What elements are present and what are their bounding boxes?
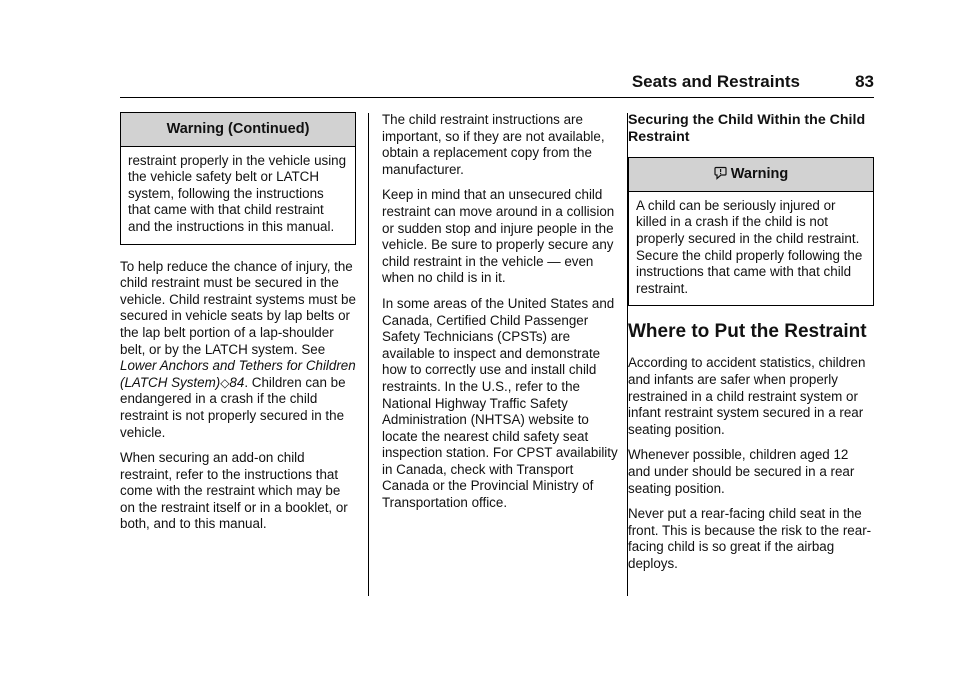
column-2 [382, 112, 618, 521]
header-rule [120, 97, 874, 98]
subheading: Securing the Child Within the Child Restraint [628, 112, 866, 145]
page-number: 83 [855, 72, 874, 91]
warning-body: restraint properly in the vehicle using the vehicle safety belt or LATCH system, following the instructions that came with that child restraint and the instructions in this manual. [128, 152, 347, 234]
column-1 [120, 112, 356, 542]
warning-body: A child can be seriously injured or killed in a crash if the child is not properly secured in the child restraint. Secure the child properly following the instructions that came with that child restraint. [636, 197, 863, 296]
warning-icon [714, 166, 727, 180]
paragraph [120, 259, 356, 442]
paragraph-text: . Children can be endangered in a crash if the child restraint is not properly secured in the vehicle. [120, 374, 346, 440]
paragraph: Keep in mind that an unsecured child restraint can move around in a collision or sudden stop and injure people in the vehicle. Be sure to properly secure any child restraint in the vehicle — even when no child is in it. [382, 187, 615, 286]
warning-title: Warning (Continued) [121, 113, 355, 147]
header-title: Seats and Restraints [631, 72, 800, 91]
section-title: Where to Put the Restraint [628, 321, 867, 343]
cross-reference-page[interactable]: 84 [229, 374, 245, 390]
paragraph: According to accident statistics, children and infants are safer when properly restrained in a child restraint system or infant restraint system secured in a rear seating position. [628, 355, 866, 437]
warning-title: Warning [730, 166, 789, 183]
paragraph: In some areas of the United States and Canada, Certified Child Passenger Safety Technicians (CPSTs) are available to inspect and demonstrate how to correctly use and install child restraints. In the U.S., refer to the National Highway Traffic Safety Administration (NHTSA) website to locate the nearest child safety seat inspection station. For CPST availability in Canada, check with Transport Canada or the Provincial Ministry of Transportation office. [382, 295, 618, 511]
paragraph: Whenever possible, children aged 12 and under should be secured in a rear seating position. [628, 447, 855, 496]
page-ref-icon: ◇ [220, 375, 230, 390]
warning-box-continued [120, 112, 356, 245]
paragraph: Never put a rear-facing child seat in the front. This is because the risk to the rear-facing child is so great if the airbag deploys. [628, 506, 872, 571]
paragraph: The child restraint instructions are important, so if they are not available, obtain a replacement copy from the manufacturer. [382, 112, 605, 177]
cross-reference-link[interactable]: Lower Anchors and Tethers for Children (LATCH System) [120, 358, 356, 390]
warning-box [628, 157, 874, 306]
column-divider [368, 113, 369, 596]
warning-header [629, 158, 873, 192]
paragraph: When securing an add-on child restraint, refer to the instructions that come with the restraint which may be on the restraint itself or in a booklet, or both, and to this manual. [120, 450, 348, 532]
column-3 [628, 112, 874, 581]
paragraph-text: To help reduce the chance of injury, the child restraint must be secured in the vehicle. Child restraint systems must be secured in vehicle seats by lap belts or the lap belt portion of a lap-shoulder belt, or by the LATCH system. See [120, 258, 356, 357]
